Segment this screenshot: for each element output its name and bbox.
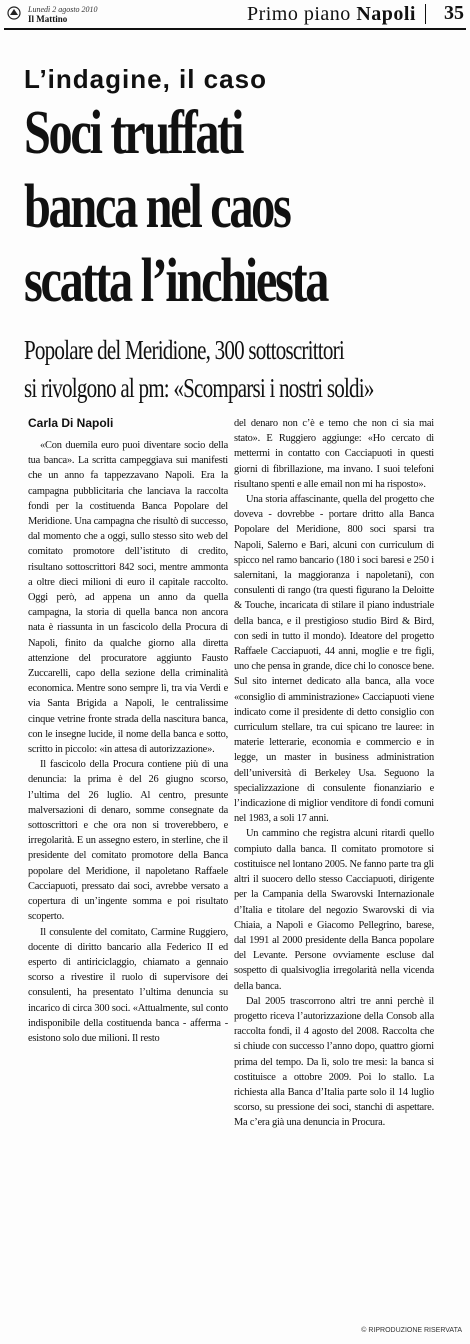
article-paragraph: Un cammino che registra alcuni ritardi quello compiuto dalla banca. Il comitato promotore si costituisce nel lontano 2005. Ne fanno parte tra gli altri il suocero dello stesso Cacciapuoti, dirigente per la Campania della Swarovski Internazionale d’Italia e titolare del negozio Swarovski di via Chiaia, a Napoli e Giacomo Pellegrino, barese, dal 1991 al 2000 presidente della Banca popolare del Levante. Persone ovviamente escluse dal sospetto di qualsivoglia irregolarità nella vicenda della banca.	[234, 828, 434, 992]
subhead-line: Popolare del Meridione, 300 sottoscrittori	[24, 335, 344, 365]
article-paragraph: Dal 2005 trascorrono altri tre anni perchè il progetto riceva l’autorizzazione della Consob alla raccolta fondi, il 4 agosto del 2008. Raccolta che si chiude con successo l’anno dopo, quattro giorni prima del tempo. Da lì, solo tre mesi: la banca si costituisce a ottobre 2009. Poi lo stallo. La richiesta alla Banca d’Italia parte solo il 14 luglio scorso, su pressione dei soci, stanchi di aspettare. Ma c’era già una denuncia in Procura.	[234, 995, 434, 1129]
page-number: 35	[444, 2, 464, 24]
article-subhead	[24, 332, 374, 408]
article-column-left	[28, 438, 228, 1046]
section-title-light: Primo piano	[246, 3, 351, 25]
section-title-bold: Napoli	[356, 3, 416, 25]
article-paragraph: Il fascicolo della Procura contiene più di una denuncia: la prima è del 26 giugno scorso, l’ultima del 26 luglio. Al centro, presunte malversazioni di denaro, somme consegnate da sottoscrittori e che ora non si troverebbero, e irregolarità. E un assegno estero, in sterline, che il presidente del comitato promotore della Banca popolare del Meridione, il napoletano Raffaele Cacciapuoti, pressato dai soci, avrebbe versato a copertura di un’ingente somma e poi risultato scoperto.	[28, 759, 228, 923]
article-kicker: L’indagine, il caso	[24, 64, 267, 94]
headline-line: banca nel caos	[24, 173, 290, 241]
paper-name: Il Mattino	[28, 14, 68, 24]
subhead-line: si rivolgono al pm: «Scomparsi i nostri soldi»	[24, 372, 374, 403]
article-paragraph: del denaro non c’è e temo che non ci sia mai stato». E Ruggiero aggiunge: «Ho cercato di mettermi in contatto con Cacciapuoti in questi giorni di fibrillazione, ma invano. I suoi telefoni risultano spenti e alle email non mi ha risposto».	[234, 418, 434, 490]
article-paragraph: Il consulente del comitato, Carmine Ruggiero, docente di diritto bancario alla Federico II ed esperto di antiriciclaggio, chiamato a gennaio scorso a rivestire il ruolo di supervisore dei consulenti, ha presentato l’ultima denuncia su incarico di circa 300 soci. «Attualmente, sul conto indisponibile della costituenda banca - afferma - esistono solo due milioni. Il resto	[28, 926, 228, 1044]
article-paragraph: «Con duemila euro puoi diventare socio della tua banca». La scritta campeggiava sui manifesti che un anno fa tappezzavano Napoli. Era la campagna pubblicitaria che lanciava la raccolta fondi per la costituenda Banca Popolare del Meridione. Una campagna che risultò di successo, dal momento che a oggi, sullo stesso sito web del comitato promotore dell’istituto di credito, risultano sottoscrittori 842 soci, mentre ammonta a oltre dieci milioni di euro il capitale raccolto. Oggi però, ad appena un anno da quella campagna, la storia di quella banca non ancora nata è riassunta in un fascicolo della Procura di Napoli, finito da qualche giorno alla diretta attenzione del procuratore aggiunto Fausto Zuccarelli, capo della sezione della criminalità economica. Mentre sono sempre lì, tra via Verdi e via Santa Brigida a Napoli, le centralissime cinque vetrine fronte strada della nascitura banca, con le insegne lucide, il nome della banca e sotto, scritto in piccolo: «in attesa di autorizzazione».	[28, 440, 228, 756]
masthead-divider	[425, 4, 426, 24]
copyright-notice: © RIPRODUZIONE RISERVATA	[361, 1327, 462, 1334]
article-column-right	[234, 416, 434, 1131]
article-headline	[24, 96, 372, 318]
article-paragraph: Una storia affascinante, quella del progetto che doveva - dovrebbe - portare dritto alla Banca Popolare del Meridione, 800 soci sparsi tra Napoli, Salerno e Bari, alcuni con curriculum di spicco nel ramo bancario (180 i soci baresi e 250 i salernitani, la maggioranza i napoletani), con consulenti di rango (tra questi figurano la Deloitte & Touche, incaricata di stilare il piano industriale della banca, e il prestigioso studio Bird & Bird, con sedi in tutto il mondo). Ideatore del progetto Raffaele Cacciapuoti, 44 anni, moglie e tre figli, uno che pensa in grande, dice chi lo conosce bene. Sul sito internet dedicato alla banca, alla voce «consiglio di amministrazione» Cacciapuoti viene indicato come il presidente di detto consiglio con curriculum stellare, tra cui spicano tre lauree: in materie letterarie, economia e commercio e in legge, un master in business administration dell’università di Berkeley Usa. Seguono la specializzazione di consulente fionanziario e l’indicazione di miglior venditore di fondi comuni nel 1983, a soli 17 anni.	[234, 494, 434, 825]
issue-date: Lunedì 2 agosto 2010	[28, 5, 98, 14]
headline-line: Soci truffati	[24, 99, 243, 167]
article-byline: Carla Di Napoli	[28, 416, 114, 430]
newspaper-logo-icon	[6, 5, 22, 21]
headline-line: scatta l’inchiesta	[24, 247, 328, 315]
section-title	[247, 3, 416, 26]
masthead	[4, 2, 466, 30]
